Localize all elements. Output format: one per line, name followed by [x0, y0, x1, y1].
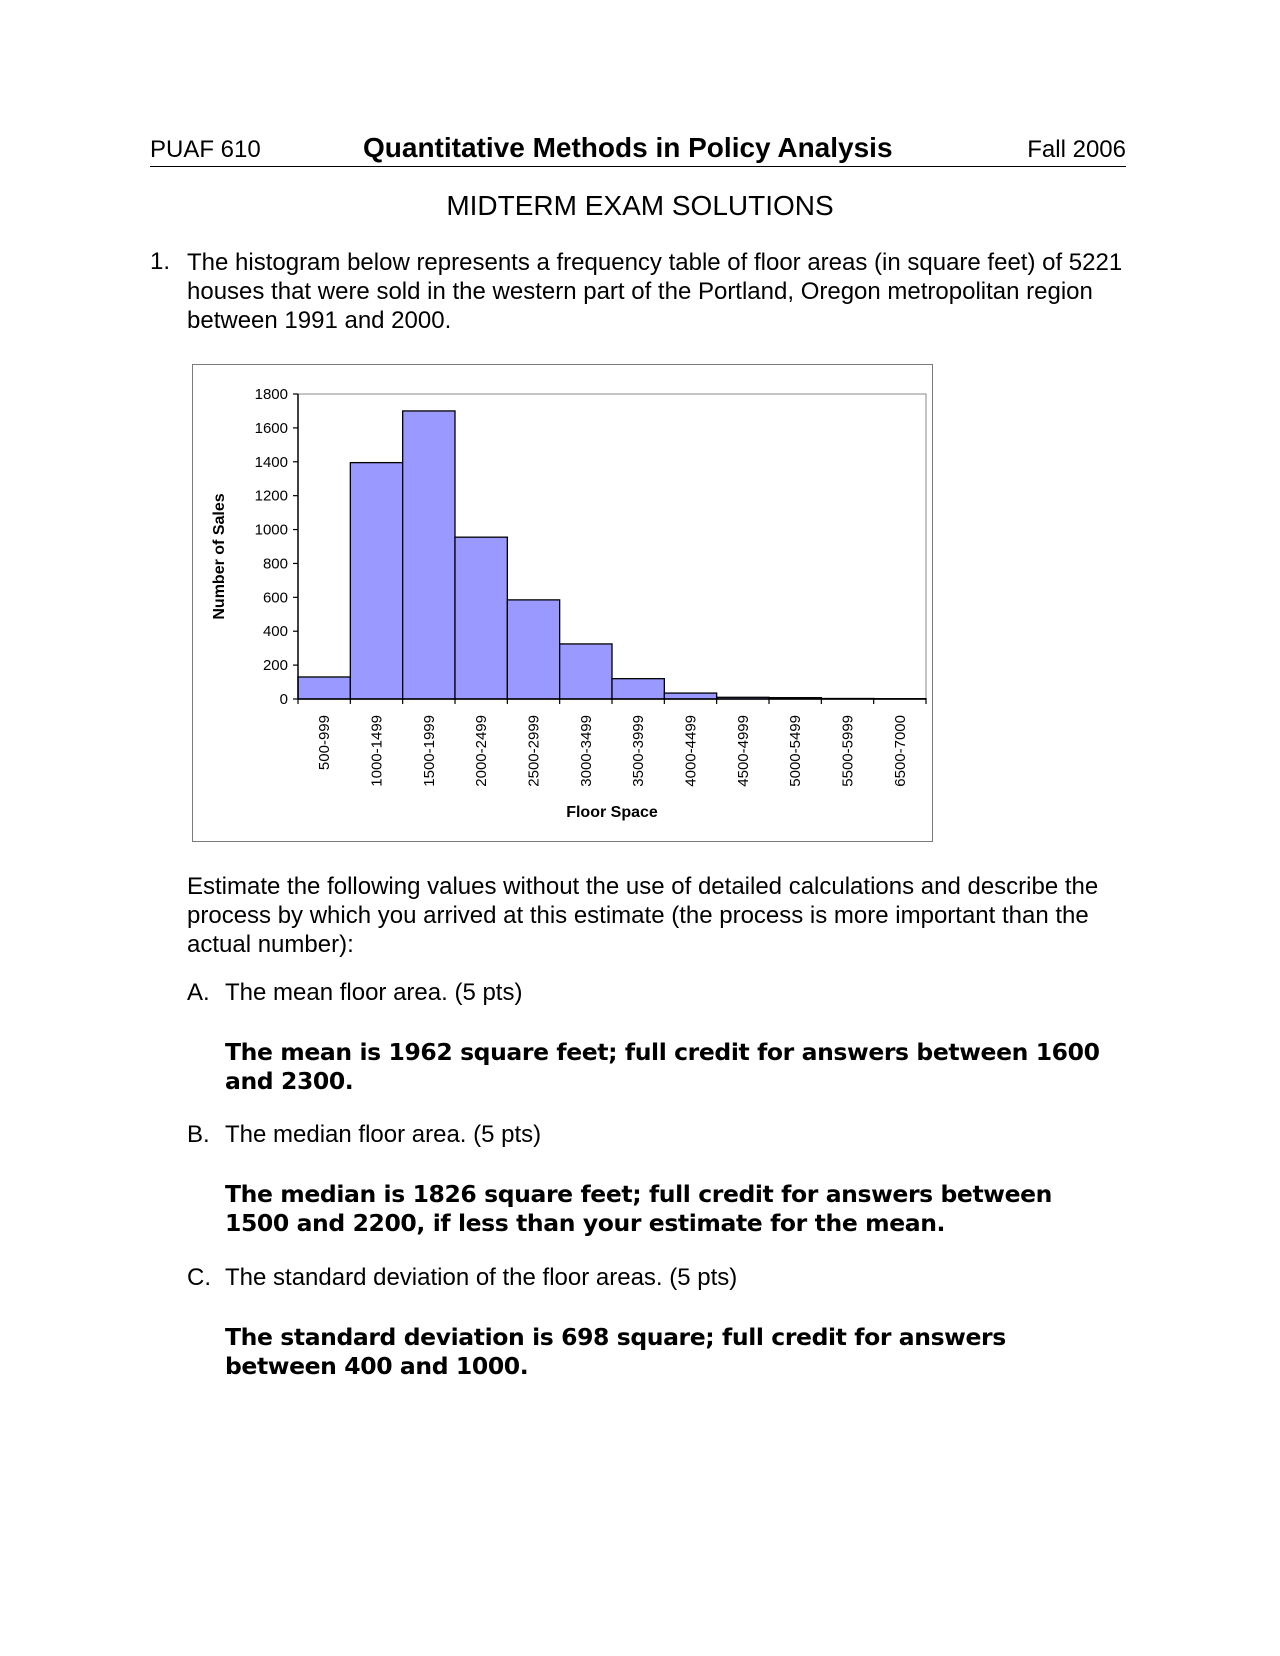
exam-title: MIDTERM EXAM SOLUTIONS	[446, 190, 834, 221]
x-tick-label: 3000-3499	[577, 715, 595, 787]
term: Fall 2006	[1027, 136, 1126, 163]
y-tick-label: 800	[262, 555, 288, 573]
histogram-bar	[455, 537, 507, 699]
y-tick-label: 1800	[254, 386, 288, 403]
y-tick-label: 1400	[254, 453, 288, 471]
histogram-bar	[403, 411, 455, 699]
part-b-text: The median floor area. (5 pts)	[225, 1121, 542, 1148]
x-tick-label: 3500-3999	[630, 715, 648, 787]
x-tick-label: 5500-5999	[839, 715, 857, 787]
part-a-letter: A.	[187, 979, 210, 1006]
part-b-answer: The median is 1826 square feet; full credit for answers between 1500 and 2200, if less than your estimate for the mean.	[225, 1180, 1053, 1237]
histogram-svg	[193, 365, 934, 843]
x-tick-label: 1000-1499	[368, 715, 386, 787]
histogram-bar	[612, 679, 664, 699]
course-code: PUAF 610	[150, 136, 261, 163]
part-c-text: The standard deviation of the floor areas. (5 pts)	[225, 1264, 738, 1291]
y-tick-label: 1000	[254, 521, 288, 539]
question-number: 1.	[150, 248, 171, 275]
x-tick-label: 500-999	[316, 715, 334, 771]
x-tick-label: 5000-5499	[787, 715, 805, 787]
part-b-letter: B.	[187, 1121, 210, 1148]
x-tick-label: 4500-4999	[734, 715, 752, 787]
question-text: The histogram below represents a frequency table of floor areas (in square feet) of 5221 houses that were sold in the western part of the Portland, Oregon metropolitan region between 1991 and 2000.	[187, 249, 1123, 334]
histogram-bar	[298, 677, 350, 699]
histogram-bar	[507, 600, 559, 699]
y-tick-label: 0	[279, 691, 288, 708]
y-tick-label: 1200	[254, 487, 288, 505]
x-tick-label: 2000-2499	[473, 715, 491, 787]
x-tick-label: 2500-2999	[525, 715, 543, 787]
y-tick-label: 400	[262, 623, 288, 641]
part-c-answer: The standard deviation is 698 square; full credit for answers between 400 and 1000.	[225, 1323, 1006, 1380]
histogram-bar	[664, 693, 716, 699]
page-header	[150, 128, 1126, 167]
y-tick-label: 1600	[254, 419, 288, 437]
question-intro: Estimate the following values without the use of detailed calculations and describe the process by which you arrived at this estimate (the process is more important than the actual number):	[187, 873, 1099, 958]
histogram-bar	[560, 644, 612, 699]
part-a-text: The mean floor area. (5 pts)	[225, 979, 523, 1006]
x-tick-label: 4000-4499	[682, 715, 700, 787]
histogram-chart	[192, 364, 933, 842]
y-tick-label: 600	[262, 589, 288, 607]
x-axis-title: Floor Space	[566, 804, 658, 821]
course-title: Quantitative Methods in Policy Analysis	[363, 132, 893, 163]
x-tick-label: 6500-7000	[891, 715, 909, 787]
histogram-bar	[350, 463, 402, 699]
x-tick-label: 1500-1999	[420, 715, 438, 787]
part-c-letter: C.	[187, 1264, 211, 1291]
part-a-answer: The mean is 1962 square feet; full credit for answers between 1600 and 2300.	[225, 1038, 1100, 1095]
y-tick-label: 200	[262, 657, 288, 675]
y-axis-title: Number of Sales	[211, 493, 228, 620]
